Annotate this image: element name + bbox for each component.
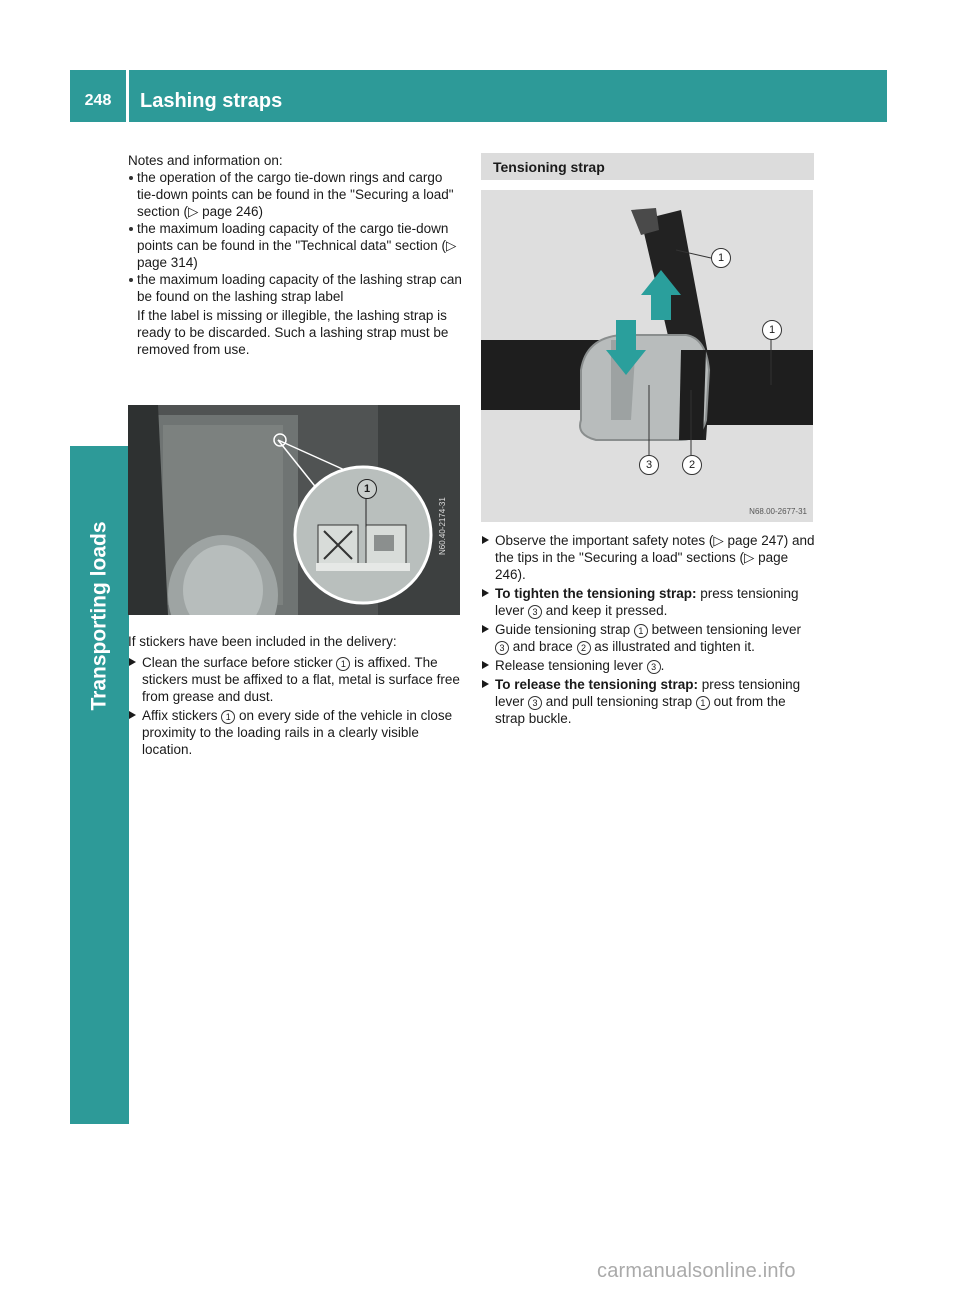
tensioning-strap-figure — [481, 190, 813, 522]
figure-code: N60.40-2174-31 — [438, 497, 447, 555]
callout-1-badge: 1 — [357, 479, 377, 499]
list-item: the maximum loading capacity of the cargo tie-down points can be found in the "Technical data" section (▷ page 314) — [128, 220, 464, 271]
ref-1-badge: 1 — [336, 657, 350, 671]
callout-1-strap-upper: 1 — [711, 248, 731, 268]
notes-list — [128, 169, 464, 358]
callout-2-brace: 2 — [682, 455, 702, 475]
list-item: Release tensioning lever 3 . — [481, 657, 815, 674]
steps-list — [481, 532, 815, 727]
ref-3-badge: 3 — [647, 660, 661, 674]
list-item: Guide tensioning strap 1 between tensioning lever 3 and brace 2 as illustrated and tighten it. — [481, 621, 815, 655]
list-item-text: the maximum loading capacity of the lashing strap can be found on the lashing strap label — [137, 272, 462, 304]
list-item: Clean the surface before sticker 1 is affixed. The stickers must be affixed to a flat, metal is surface free from grease and dust. — [128, 654, 464, 705]
list-item: To tighten the tensioning strap: press tensioning lever 3 and keep it pressed. — [481, 585, 815, 619]
left-column-notes — [128, 152, 464, 358]
ref-1-badge: 1 — [634, 624, 648, 638]
figure-code: N68.00-2677-31 — [749, 507, 807, 516]
callout-3-lever: 3 — [639, 455, 659, 475]
sticker-steps — [128, 654, 464, 758]
notes-intro: Notes and information on: — [128, 153, 283, 168]
ref-2-badge: 2 — [577, 641, 591, 655]
ref-3-badge: 3 — [495, 641, 509, 655]
stickers-intro: If stickers have been included in the delivery: — [128, 634, 397, 649]
ref-1-badge: 1 — [696, 696, 710, 710]
page-title: Lashing straps — [140, 90, 283, 112]
list-item: To release the tensioning strap: press tensioning lever 3 and pull tensioning strap 1 out from the strap buckle. — [481, 676, 815, 727]
chapter-side-tab — [70, 446, 129, 1124]
ref-1-badge: 1 — [221, 710, 235, 724]
list-item: Affix stickers 1 on every side of the vehicle in close proximity to the loading rails in a clearly visible location. — [128, 707, 464, 758]
cargo-area-photo — [128, 405, 460, 615]
site-watermark: carmanualsonline.info — [597, 1260, 796, 1282]
ref-3-badge: 3 — [528, 605, 542, 619]
header-divider — [126, 70, 129, 122]
stickers-section — [128, 633, 464, 758]
list-item: Observe the important safety notes (▷ page 247) and the tips in the "Securing a load" sections (▷ page 246). — [481, 532, 815, 583]
page-number: 248 — [84, 92, 112, 109]
tensioning-steps — [481, 530, 815, 727]
list-item — [128, 271, 464, 358]
list-item: the operation of the cargo tie-down rings and cargo tie-down points can be found in the "Securing a load" section (▷ page 246) — [128, 169, 464, 220]
page-header — [70, 70, 887, 122]
callout-1-strap-right: 1 — [762, 320, 782, 340]
label-note: If the label is missing or illegible, the lashing strap is ready to be discarded. Such a lashing strap must be removed from use. — [137, 308, 449, 357]
section-heading — [481, 153, 814, 180]
section-title: Tensioning strap — [493, 159, 605, 175]
ref-3-badge: 3 — [528, 696, 542, 710]
chapter-label: Transporting loads — [87, 521, 111, 711]
